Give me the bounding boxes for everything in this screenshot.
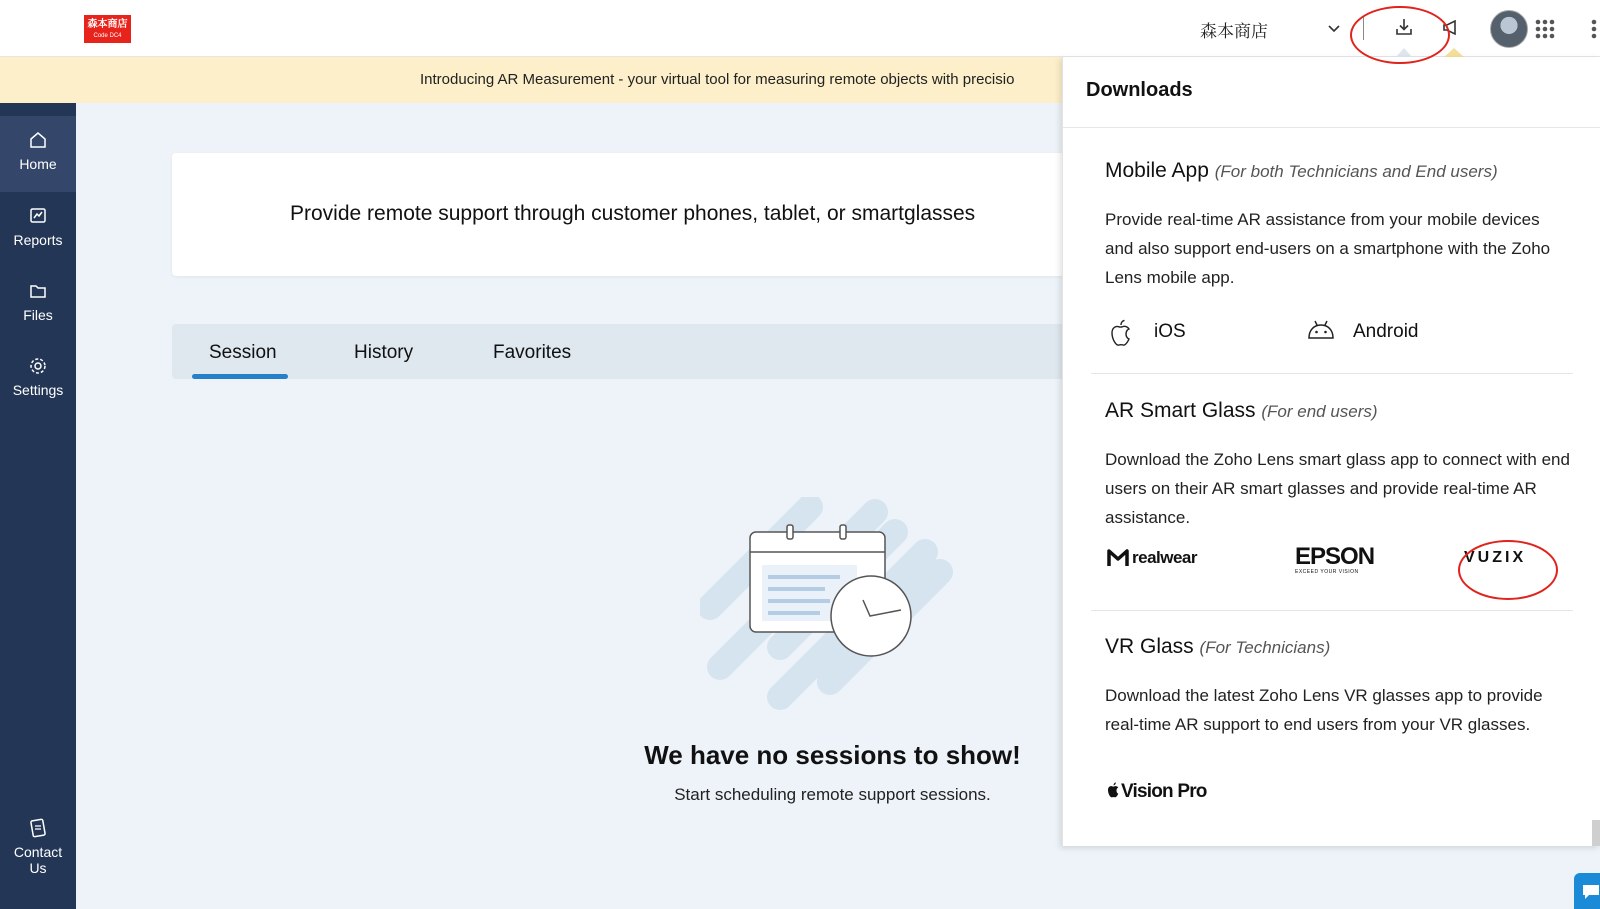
avatar[interactable] (1490, 10, 1528, 48)
epson-download-link[interactable] (1295, 545, 1385, 577)
scrollbar[interactable] (1592, 820, 1600, 846)
intro-text: Provide remote support through customer phones, tablet, or smartglasses (290, 202, 976, 225)
sidebar-item-label: Home (19, 156, 57, 172)
empty-subtitle: Start scheduling remote support sessions. (674, 785, 991, 804)
realwear-logo-icon (1107, 548, 1129, 568)
sidebar-item-reports[interactable] (0, 192, 76, 268)
ar-glass-title: AR Smart Glass (1105, 399, 1256, 422)
ar-glass-desc: Download the Zoho Lens smart glass app to connect with end users on their AR smart glasses and provide real-time AR assistance. (1105, 450, 1570, 527)
mobile-app-title: Mobile App (1105, 159, 1209, 182)
intro-card (172, 153, 1072, 276)
epson-label: EPSON (1295, 543, 1375, 570)
mobile-app-heading (1105, 159, 1498, 183)
mobile-app-desc: Provide real-time AR assistance from your mobile devices and also support end-users on a smartphone with the Zoho Lens mobile app. (1105, 210, 1551, 287)
divider (1063, 127, 1600, 128)
empty-title: We have no sessions to show! (644, 740, 1021, 770)
gear-icon (28, 356, 48, 376)
contact-label-2: Us (29, 860, 47, 876)
active-tab-indicator (192, 374, 288, 379)
chat-button[interactable] (1574, 873, 1600, 909)
apps-grid-icon-2[interactable] (1590, 18, 1600, 40)
vision-pro-label: Vision Pro (1121, 781, 1207, 802)
panel-title: Downloads (1086, 79, 1193, 101)
epson-tagline: EXCEED YOUR VISION (1295, 569, 1359, 575)
banner-text[interactable]: Introducing AR Measurement - your virtual tool for measuring remote objects with precisio (420, 71, 1015, 88)
org-logo[interactable] (84, 15, 131, 43)
sidebar-item-home[interactable] (0, 116, 76, 192)
apple-icon (1107, 318, 1135, 348)
apple-icon (1105, 781, 1121, 799)
apps-grid-icon[interactable] (1534, 18, 1556, 40)
sidebar-item-contact[interactable] (0, 812, 76, 902)
realwear-label: realwear (1132, 548, 1197, 567)
sidebar-item-label: Files (23, 307, 53, 323)
ios-label: iOS (1154, 321, 1186, 342)
sidebar-item-label: Reports (13, 232, 63, 248)
tab-session[interactable]: Session (209, 342, 277, 363)
mobile-app-note: (For both Technicians and End users) (1214, 162, 1498, 181)
home-icon (28, 130, 48, 150)
tab-history[interactable]: History (354, 342, 414, 363)
logo-text: 森本商店 (87, 19, 128, 30)
contact-icon (28, 818, 48, 840)
divider (1091, 610, 1573, 611)
reports-icon (28, 206, 48, 226)
vr-glass-note: (For Technicians) (1199, 638, 1331, 657)
sidebar-item-files[interactable] (0, 267, 76, 343)
vr-glass-heading (1105, 635, 1330, 659)
downloads-panel (1062, 57, 1600, 846)
chevron-down-icon[interactable] (1326, 20, 1342, 36)
vuzix-download-link[interactable]: VUZIX (1464, 549, 1527, 566)
divider (1091, 373, 1573, 374)
android-label: Android (1353, 321, 1419, 342)
vr-glass-desc: Download the latest Zoho Lens VR glasses app to provide real-time AR support to end users from your VR glasses. (1105, 686, 1543, 734)
logo-subtext: Code DC4 (93, 33, 122, 39)
announcement-icon[interactable] (1440, 16, 1462, 38)
sidebar-item-label: Settings (12, 382, 64, 398)
sidebar-item-settings[interactable] (0, 342, 76, 418)
top-bar (0, 0, 1600, 57)
ar-glass-note: (For end users) (1261, 402, 1378, 421)
tab-favorites[interactable]: Favorites (493, 342, 572, 363)
chat-icon (1580, 881, 1600, 903)
ar-glass-heading (1105, 399, 1378, 423)
calendar-clock-illustration (700, 497, 970, 717)
folder-icon (28, 281, 48, 301)
session-tabs (172, 324, 1072, 379)
dropdown-pointer (1396, 48, 1412, 57)
org-name[interactable]: 森本商店 (1200, 22, 1268, 41)
vr-glass-title: VR Glass (1105, 635, 1194, 658)
android-icon (1306, 318, 1336, 344)
top-divider (1363, 16, 1364, 40)
contact-label-1: Contact (13, 844, 63, 860)
download-icon[interactable] (1393, 16, 1415, 38)
